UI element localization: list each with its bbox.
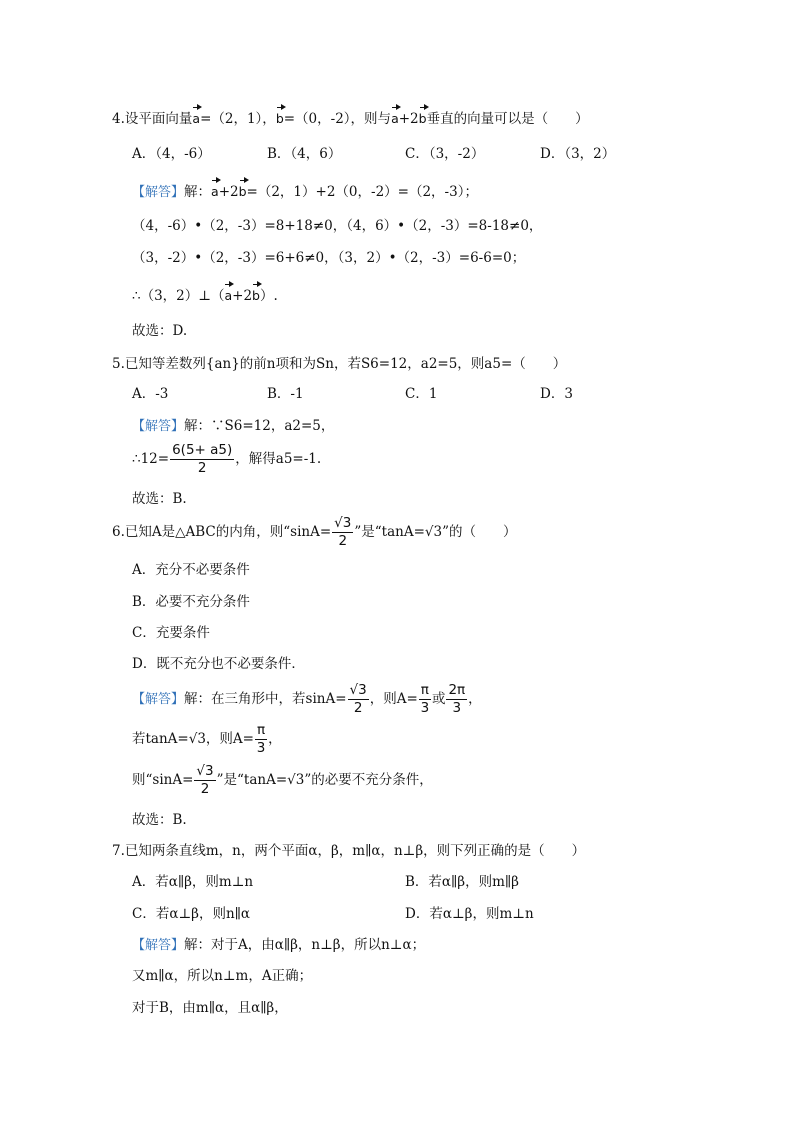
q6-ans-2a: 若tanA=√3，则A= (132, 731, 254, 747)
answer-tag: 【解答】 (132, 419, 185, 434)
vector-a: a (224, 285, 232, 305)
q6-ans-1d: ， (468, 691, 482, 707)
fraction-numerator: π (256, 722, 266, 738)
fraction-numerator: √3 (349, 682, 367, 698)
q6-option-a: A．充分不必要条件 (132, 562, 250, 578)
q6-ans-1b: ，则A= (369, 691, 418, 707)
q4-answer-line-3: （3，-2）•（2，-3）=6+6≠0，（3，2）•（2，-3）=6-6=0； (132, 250, 526, 266)
q5-option-d: D．3 (540, 386, 573, 402)
vector-a: a (211, 181, 219, 201)
q4-ans-4c: ）. (259, 288, 278, 304)
q4-answer-line-4 (132, 285, 278, 305)
q6-answer-line-2 (132, 722, 282, 757)
vector-b: b (252, 285, 260, 305)
q4-ans-1b: +2 (218, 184, 239, 200)
q6-pi-fraction (419, 682, 431, 717)
q6-two-pi-fraction (446, 682, 467, 717)
q4-stem-c: =（0，-2），则与 (283, 111, 392, 127)
q7-answer-line-2: 又m∥α，所以n⊥m，A正确； (132, 968, 313, 984)
q6-ans-3a: 则“sinA= (132, 772, 194, 788)
q6-option-c: C．充要条件 (132, 625, 210, 641)
q6-stem-fraction (332, 515, 353, 550)
vector-b: b (419, 108, 427, 128)
q4-choose: 故选：D. (132, 323, 188, 339)
q6-ans-2b: ， (268, 731, 282, 747)
fraction-denominator: 2 (338, 533, 348, 549)
fraction-denominator: 3 (256, 740, 266, 756)
q6-ans-3b: ”是“tanA=√3”的必要不充分条件， (216, 772, 433, 788)
fraction-denominator: 2 (353, 700, 363, 716)
q7-option-d: D．若α⊥β，则m⊥n (405, 906, 534, 922)
q7-ans-1: 解：对于A，由α∥β，n⊥β，所以n⊥α； (184, 937, 426, 953)
q6-answer-line-3 (132, 763, 433, 798)
q5-option-a: A．-3 (132, 386, 169, 402)
q7-answer-line-1 (132, 936, 425, 955)
q4-answer-line-2: （4，-6）•（2，-3）=8+18≠0，（4，6）•（2，-3）=8-18≠0， (132, 218, 543, 234)
q5-ans-2b: ，解得a5=-1. (235, 451, 322, 467)
vector-b: b (276, 108, 284, 128)
q4-ans-1a: 解： (184, 184, 212, 200)
q6-stem (112, 515, 517, 550)
fraction-numerator: 2π (448, 682, 466, 698)
answer-tag: 【解答】 (132, 185, 185, 200)
q7-option-a: A．若α∥β，则m⊥n (132, 874, 254, 890)
q6-stem-b: ”是“tanA=√3”的（ ） (354, 524, 517, 540)
q5-fraction (170, 442, 234, 477)
q5-choose: 故选：B. (132, 491, 187, 507)
q5-answer-line-1 (132, 417, 334, 436)
q5-option-c: C．1 (405, 386, 438, 402)
q5-option-b: B．-1 (267, 386, 304, 402)
q5-answer-line-2 (132, 442, 321, 477)
q6-ans-fraction (194, 763, 215, 798)
q5-ans-1: 解：∵S6=12，a2=5， (184, 418, 335, 434)
vector-b: b (239, 181, 247, 201)
q4-stem-a: 4.设平面向量 (112, 111, 193, 127)
q6-ans-1c: 或 (431, 691, 446, 707)
q5-fraction-numerator: 6(5+ a5) (172, 442, 233, 458)
answer-tag: 【解答】 (132, 692, 185, 707)
q4-option-c: C．（3，-2） (405, 146, 485, 162)
vector-a: a (192, 108, 200, 128)
q6-ans-1a: 解：在三角形中，若sinA= (184, 691, 347, 707)
q4-option-a: A．（4，-6） (132, 146, 211, 162)
q4-stem-e: 垂直的向量可以是（ ） (426, 111, 589, 127)
q7-stem: 7.已知两条直线m，n，两个平面α，β，m∥α，n⊥β，则下列正确的是（ ） (112, 843, 586, 859)
q4-option-d: D．（3，2） (540, 146, 616, 162)
q7-option-b: B．若α∥β，则m∥β (405, 874, 519, 890)
q6-option-b: B．必要不充分条件 (132, 594, 250, 610)
fraction-denominator: 3 (420, 700, 430, 716)
q6-option-d: D．既不充分也不必要条件． (132, 656, 305, 672)
q7-option-c: C．若α⊥β，则n∥α (132, 906, 250, 922)
q5-fraction-denominator: 2 (197, 460, 207, 476)
answer-tag: 【解答】 (132, 938, 185, 953)
q6-ans-fraction (348, 682, 369, 717)
q4-stem-d: +2 (398, 111, 419, 127)
q4-ans-1c: =（2，1）+2（0，-2）=（2，-3）； (246, 184, 478, 200)
q4-stem-b: =（2，1）， (200, 111, 276, 127)
fraction-numerator: π (420, 682, 429, 698)
fraction-denominator: 2 (200, 781, 210, 797)
q7-answer-line-3: 对于B，由m∥α，且α∥β， (132, 1000, 288, 1016)
q4-answer-line-1 (132, 181, 478, 202)
vector-a: a (391, 108, 399, 128)
q4-option-b: B．（4，6） (267, 146, 342, 162)
q6-choose: 故选：B. (132, 812, 187, 828)
q5-stem: 5.已知等差数列{an}的前n项和为Sn，若S6=12，a2=5，则a5=（ ） (112, 356, 567, 372)
q5-ans-2a: ∴12= (132, 451, 170, 467)
q4-ans-4a: ∴（3，2）⊥（ (132, 288, 225, 304)
q6-answer-line-1 (132, 682, 482, 717)
q6-pi-fraction (255, 722, 267, 757)
fraction-numerator: √3 (196, 763, 214, 779)
q6-stem-a: 6.已知A是△ABC的内角，则“sinA= (112, 524, 332, 540)
fraction-numerator: √3 (334, 515, 352, 531)
q4-stem (112, 108, 589, 128)
q4-ans-4b: +2 (232, 288, 253, 304)
fraction-denominator: 3 (452, 700, 462, 716)
